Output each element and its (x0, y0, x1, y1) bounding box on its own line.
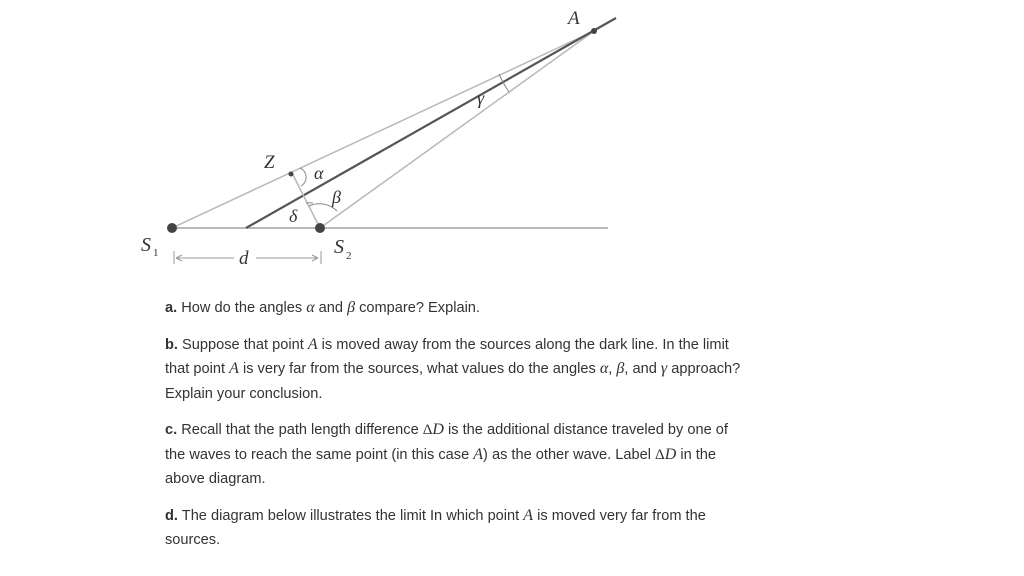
question-b-letter: b. (165, 336, 178, 353)
point-a-symbol: A (229, 360, 239, 377)
question-c (165, 418, 745, 492)
label-beta: β (332, 187, 341, 207)
question-d-text: The diagram below illustrates the limit In which point (181, 507, 520, 524)
beta-symbol: β (347, 299, 356, 316)
beta-symbol: β (616, 360, 625, 377)
question-b-text: is moved away from the sources along the dark line. In the limit that point (165, 336, 729, 377)
label-delta: δ (289, 206, 298, 226)
question-b-text: , (608, 361, 613, 377)
delta-d-symbol: D (664, 445, 677, 463)
question-a-text: and (318, 300, 344, 316)
question-a-text: compare? Explain. (359, 300, 480, 316)
question-c-text: in the above diagram. (165, 446, 717, 487)
question-c-text: ) as the other wave. Label (483, 446, 651, 463)
question-b-text: Suppose that point (182, 336, 304, 353)
question-c-text: Recall that the path length difference (181, 422, 419, 438)
question-c-text: is the additional distance traveled by one of the waves to reach the same point (in this case (165, 422, 728, 463)
label-gamma: γ (477, 88, 485, 108)
questions (165, 296, 745, 565)
label-s2-subscript: 2 (346, 250, 352, 262)
question-a-letter: a. (165, 300, 178, 316)
label-d: d (239, 248, 249, 269)
question-a-text: How do the angles (181, 300, 303, 316)
point-a-symbol: A (307, 335, 318, 353)
question-a (165, 296, 745, 321)
label-s2: S (334, 236, 344, 258)
alpha-symbol: α (306, 299, 315, 316)
question-d (165, 504, 745, 553)
label-s1-subscript: 1 (153, 247, 159, 259)
question-d-text: is moved very far from the sources. (165, 507, 706, 548)
question-d-letter: d. (165, 507, 178, 524)
delta-d-symbol: Δ (655, 446, 665, 463)
label-alpha: α (314, 163, 324, 183)
delta-d-symbol: Δ (422, 422, 433, 438)
label-s1: S (141, 234, 151, 256)
point-a (591, 28, 597, 34)
alpha-symbol: α (599, 360, 609, 377)
question-b-text: , and (624, 361, 657, 377)
question-b (165, 333, 745, 407)
source-s2 (315, 223, 325, 233)
label-a: A (568, 8, 580, 29)
gamma-symbol: γ (660, 360, 668, 377)
point-z (289, 172, 294, 177)
question-b-text: approach? Explain your conclusion. (165, 361, 741, 402)
point-a-symbol: A (523, 506, 534, 524)
delta-d-symbol: D (432, 421, 444, 438)
point-a-symbol: A (473, 445, 484, 463)
path-s1-to-a (172, 31, 594, 228)
alpha-arc (300, 168, 306, 186)
source-s1 (167, 223, 177, 233)
label-z: Z (264, 152, 275, 173)
question-b-text: is very far from the sources, what values do the angles (242, 361, 596, 377)
path-s2-to-a (320, 31, 594, 228)
dark-center-line (246, 18, 616, 228)
question-c-letter: c. (165, 422, 178, 438)
